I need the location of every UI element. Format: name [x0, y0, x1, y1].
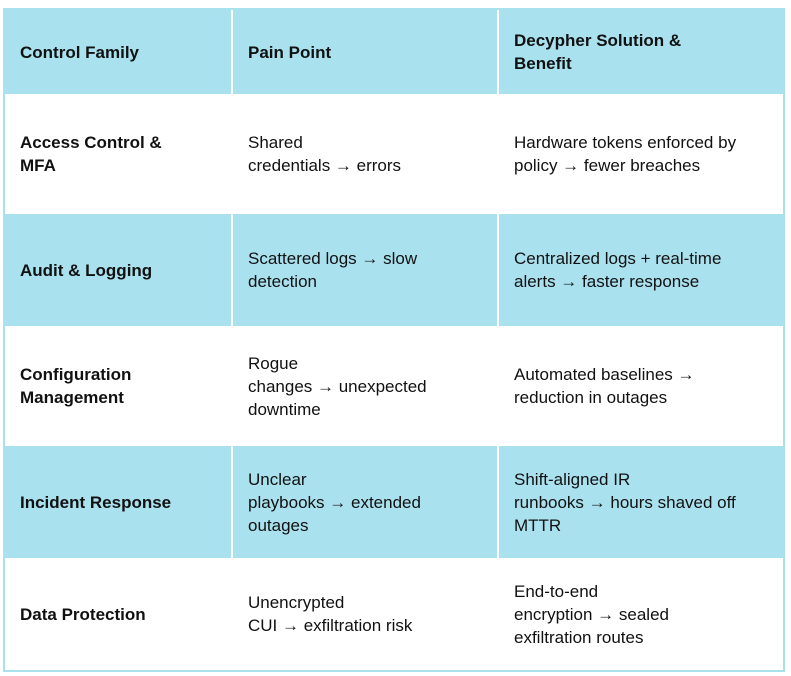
solution-cell: Automated baselines → reduction in outages [514, 365, 695, 407]
control-family-cell: Audit & Logging [20, 260, 153, 280]
pain-point-cell: Shared credentials → errors [248, 133, 402, 175]
header-solution-benefit: Decypher Solution & Benefit [514, 31, 682, 73]
column-divider [497, 10, 499, 670]
table-row [5, 446, 783, 558]
control-family-cell: Access Control & MFA [20, 133, 162, 175]
control-family-cell: Data Protection [20, 604, 146, 624]
solution-cell: Centralized logs + real-time alerts → faster response [514, 249, 722, 291]
solution-cell: Hardware tokens enforced by policy → fewer breaches [514, 133, 737, 175]
pain-point-cell: Scattered logs → slow detection [248, 249, 418, 291]
table-row [5, 214, 783, 326]
column-divider [231, 10, 233, 670]
header-pain-point: Pain Point [248, 42, 332, 62]
controls-table [3, 8, 785, 672]
header-control-family: Control Family [20, 42, 140, 62]
table-row [5, 558, 783, 670]
control-family-cell: Incident Response [20, 492, 172, 512]
pain-point-cell: Unclear playbooks → extended outages [248, 469, 421, 535]
solution-cell: End-to-end encryption → sealed exfiltration routes [514, 581, 669, 647]
table-header-row [5, 10, 783, 94]
pain-point-cell: Rogue changes → unexpected downtime [248, 353, 427, 419]
table-row [5, 94, 783, 214]
pain-point-cell: Unencrypted CUI → exfiltration risk [248, 593, 413, 635]
control-family-cell: Configuration Management [20, 365, 132, 407]
table-row [5, 326, 783, 446]
solution-cell: Shift-aligned IR runbooks → hours shaved off MTTR [514, 469, 736, 535]
